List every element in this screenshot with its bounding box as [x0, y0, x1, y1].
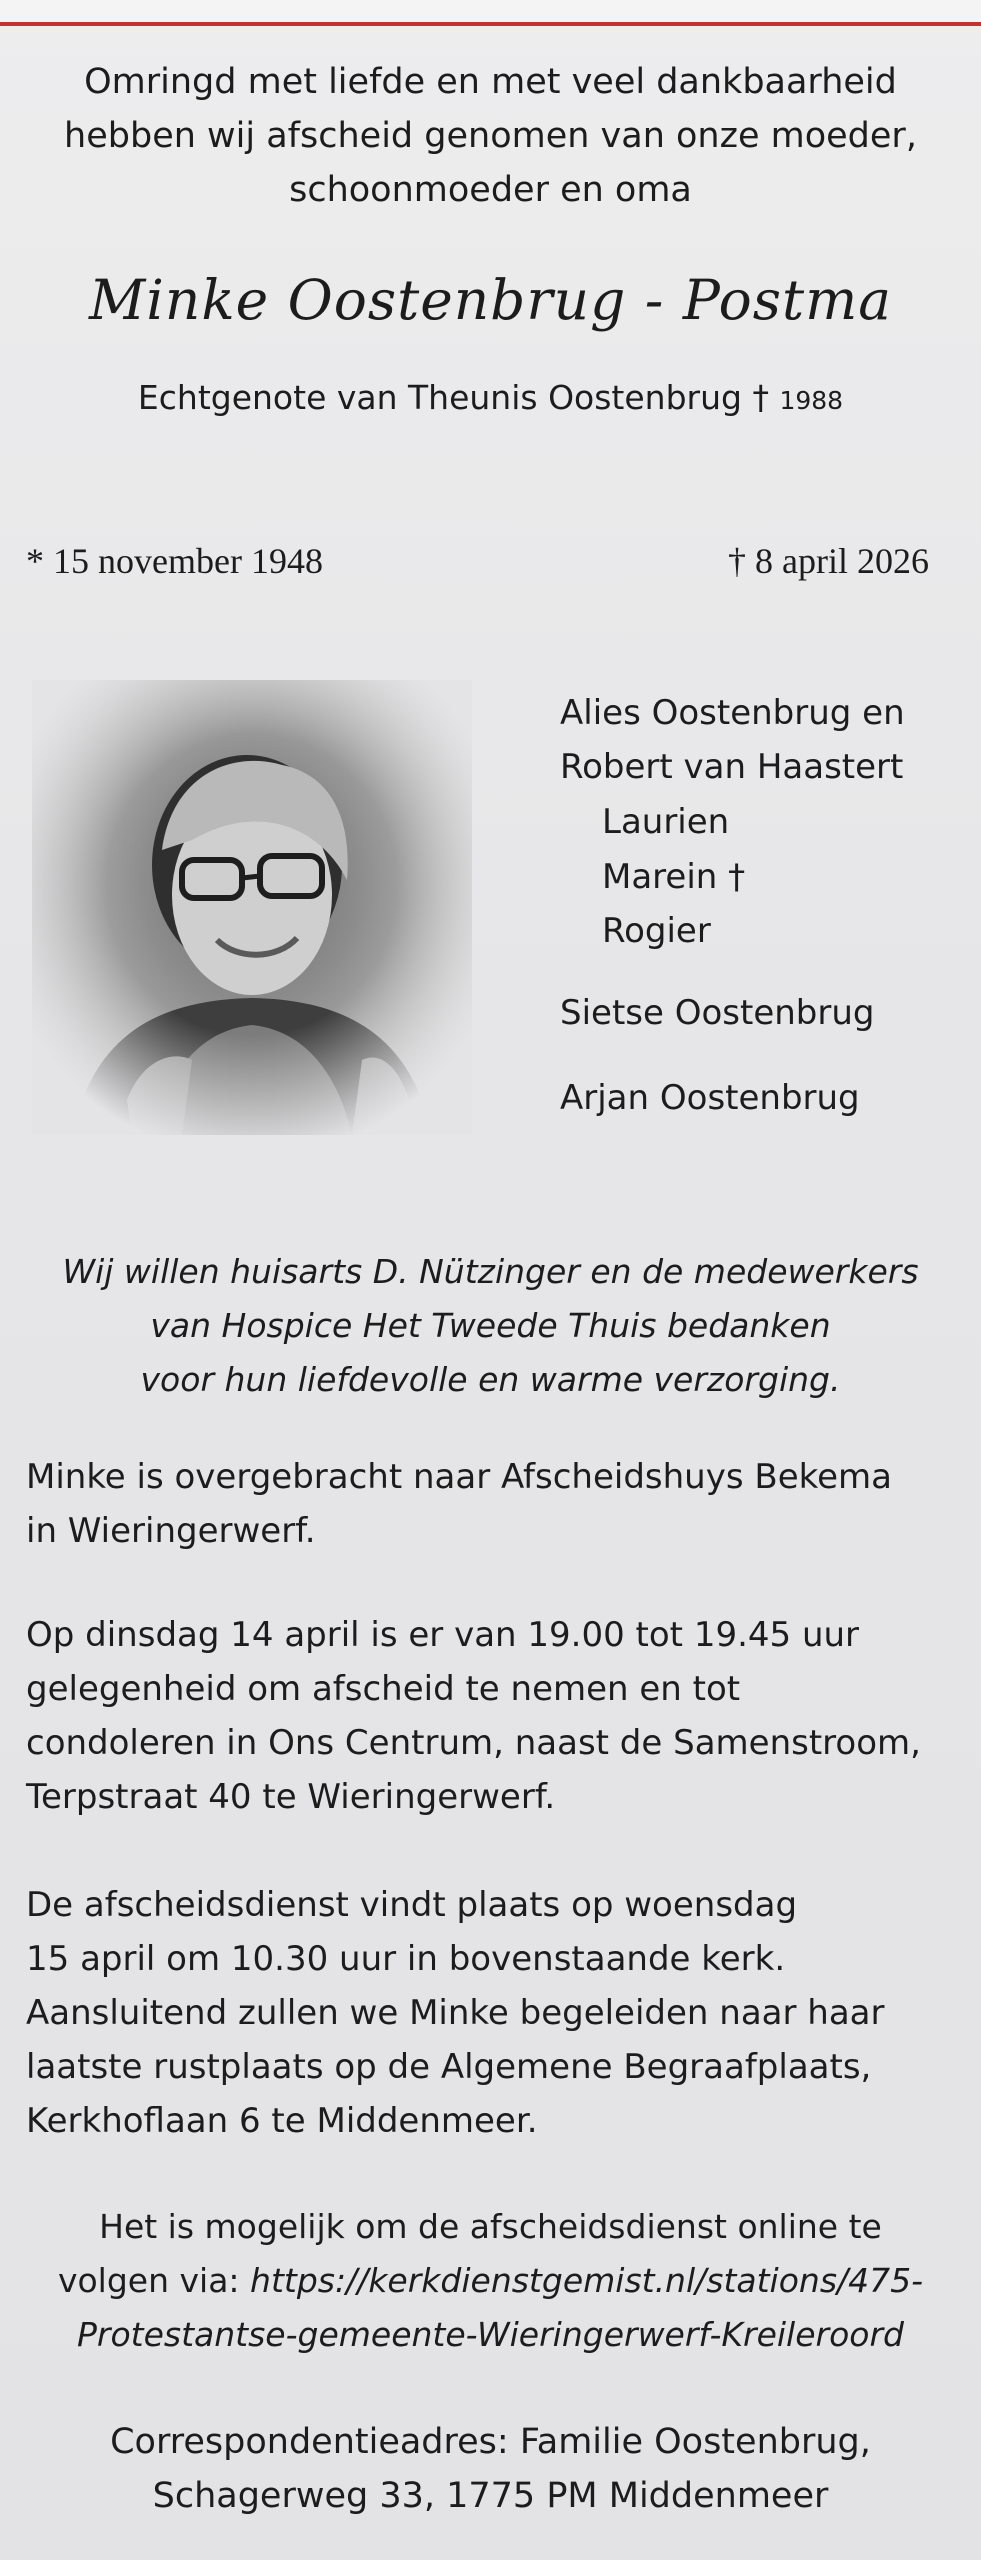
service-line: Kerkhoflaan 6 te Middenmeer.: [26, 2101, 538, 2141]
spouse-year: 1988: [779, 386, 844, 415]
intro-line: hebben wij afscheid genomen van onze moeder,: [64, 116, 917, 156]
service-line: 15 april om 10.30 uur in bovenstaande kerk.: [26, 1939, 786, 1979]
visitation-line: Terpstraat 40 te Wieringerwerf.: [26, 1777, 556, 1817]
transfer-line: Minke is overgebracht naar Afscheidshuys Bekema: [26, 1457, 892, 1497]
thanks-line: Wij willen huisarts D. Nützinger en de medewerkers: [62, 1252, 919, 1291]
stream-url-link[interactable]: https://kerkdienstgemist.nl/stations/475-: [250, 2261, 924, 2300]
family-member: Laurien: [602, 802, 730, 842]
service-paragraph: [26, 1878, 966, 2148]
transfer-line: in Wieringerwerf.: [26, 1511, 316, 1551]
intro-line: schoonmoeder en oma: [289, 170, 692, 210]
death-date: † 8 april 2026: [728, 541, 929, 581]
online-line: Het is mogelijk om de afscheidsdienst online te: [99, 2207, 882, 2246]
intro-text: [0, 55, 981, 217]
family-member: Marein †: [602, 857, 746, 897]
visitation-line: gelegenheid om afscheid te nemen en tot: [26, 1669, 741, 1709]
service-line: laatste rustplaats op de Algemene Begraafplaats,: [26, 2047, 872, 2087]
visitation-line: Op dinsdag 14 april is er van 19.00 tot 19.45 uur: [26, 1615, 860, 1655]
spouse-text: Echtgenote van Theunis Oostenbrug †: [137, 378, 769, 417]
transfer-paragraph: [26, 1450, 966, 1558]
visitation-paragraph: [26, 1608, 966, 1824]
family-member: Robert van Haastert: [560, 747, 904, 787]
visitation-line: condoleren in Ons Centrum, naast de Samenstroom,: [26, 1723, 921, 1763]
intro-line: Omringd met liefde en met veel dankbaarheid: [84, 62, 897, 102]
correspondence-line: Schagerweg 33, 1775 PM Middenmeer: [152, 2476, 829, 2516]
thanks-text: [0, 1245, 981, 1407]
thanks-line: voor hun liefdevolle en warme verzorging.: [140, 1360, 841, 1399]
thanks-line: van Hospice Het Tweede Thuis bedanken: [150, 1306, 831, 1345]
portrait-photo: [32, 680, 472, 1135]
service-line: Aansluitend zullen we Minke begeleiden naar haar: [26, 1993, 885, 2033]
stream-url-link-continued[interactable]: Protestantse-gemeente-Wieringerwerf-Kreileroord: [77, 2315, 904, 2354]
online-stream-info: [0, 2200, 981, 2362]
family-member: Sietse Oostenbrug: [560, 993, 875, 1033]
family-member: Arjan Oostenbrug: [560, 1078, 860, 1118]
birth-date: * 15 november 1948: [26, 541, 323, 581]
top-border: [0, 0, 981, 26]
spouse-line: [0, 378, 981, 417]
correspondence-address: [0, 2415, 981, 2523]
online-prefix: volgen via:: [57, 2261, 251, 2300]
family-member: Rogier: [602, 911, 711, 951]
family-member: Alies Oostenbrug en: [560, 693, 905, 733]
service-line: De afscheidsdienst vindt plaats op woensdag: [26, 1885, 798, 1925]
correspondence-line: Correspondentieadres: Familie Oostenbrug,: [110, 2422, 871, 2462]
deceased-name: Minke Oostenbrug - Postma: [88, 268, 893, 332]
online-line: [0, 2254, 981, 2308]
